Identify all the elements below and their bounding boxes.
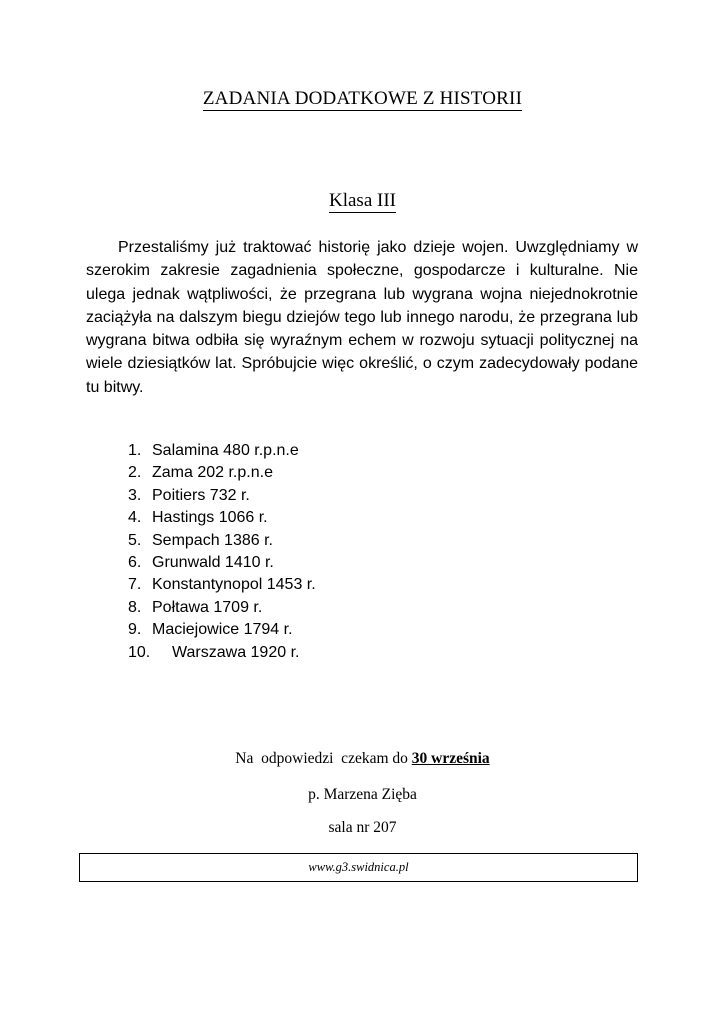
list-item-number: 6.: [128, 553, 142, 571]
class-heading-text: Klasa III: [329, 190, 396, 211]
list-item-text: Połtawa 1709 r.: [152, 598, 263, 616]
list-item: [128, 619, 316, 641]
teacher-name: p. Marzena Zięba: [308, 786, 417, 803]
list-item: [128, 597, 316, 619]
deadline-prefix: Na odpowiedzi czekam do: [235, 750, 412, 767]
list-item-number: 4.: [128, 509, 142, 527]
battle-list: [128, 440, 316, 664]
list-item: [128, 462, 316, 484]
list-item-text: Poitiers 732 r.: [152, 486, 250, 504]
room-number: sala nr 207: [328, 819, 397, 836]
class-heading: [0, 190, 725, 212]
list-item-text: Hastings 1066 r.: [152, 509, 268, 527]
list-item-number: 2.: [128, 464, 142, 482]
list-item: [128, 642, 316, 664]
list-item-text: Konstantynopol 1453 r.: [152, 576, 316, 594]
intro-paragraph: Przestaliśmy już traktować historię jako dzieje wojen. Uwzględniamy w szerokim zakresie zagadnienia społeczne, gospodarcze i kulturalne. Nie ulega jednak wątpliwości, że przegrana lub wygrana wojna niejednokrotnie zaciążyła na dalszym biegu dziejów tego lub innego narodu, że przegrana lub wygrana bitwa odbiła się wyraźnym echem w rozwoju sytuacji politycznej na wiele dziesiątków lat. Spróbujcie więc określić, o czym zadecydowały podane tu bitwy.: [86, 239, 638, 396]
list-item-number: 8.: [128, 598, 142, 616]
list-item-text: Maciejowice 1794 r.: [152, 621, 293, 639]
deadline-line: [0, 750, 725, 768]
list-item-text: Salamina 480 r.p.n.e: [152, 442, 299, 459]
list-item: [128, 485, 316, 507]
list-item-number: 5.: [128, 531, 142, 549]
list-item-number: 10.: [128, 643, 151, 661]
list-item: [128, 574, 316, 596]
footer-website-box: [79, 853, 638, 882]
list-item-number: 9.: [128, 621, 142, 639]
list-item: [128, 552, 316, 574]
list-item-text: Sempach 1386 r.: [152, 531, 273, 549]
list-item-number: 1.: [128, 442, 142, 459]
list-item: [128, 507, 316, 529]
list-item: [128, 440, 316, 462]
website-link[interactable]: www.g3.swidnica.pl: [308, 860, 409, 874]
deadline-date: 30 września: [411, 750, 490, 767]
list-item-text: Grunwald 1410 r.: [152, 553, 274, 571]
list-item-number: 7.: [128, 576, 142, 594]
list-item-text: Warszawa 1920 r.: [172, 643, 300, 661]
page-title: [0, 88, 725, 110]
list-item-text: Zama 202 r.p.n.e: [152, 464, 273, 482]
list-item: [128, 530, 316, 552]
page-title-text: ZADANIA DODATKOWE Z HISTORII: [202, 88, 523, 109]
list-item-number: 3.: [128, 486, 142, 504]
